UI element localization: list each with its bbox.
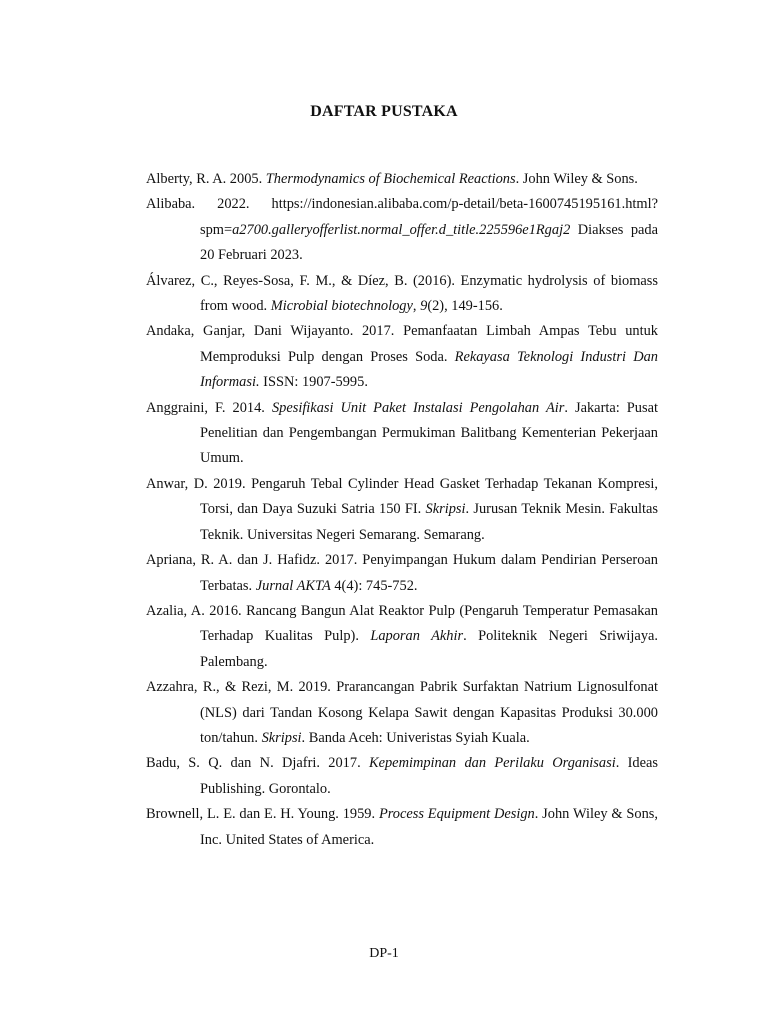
ref-text: Alibaba. 2022. https://indonesian.alibaba.com/p-detail/beta-1600745195161.html?spm=	[146, 196, 658, 238]
ref-italic: Rekayasa Teknologi Industri Dan Informasi.	[200, 348, 658, 391]
ref-text: Diakses pada 20 Februari 2023.	[200, 221, 658, 264]
ref-text: Álvarez, C., Reyes-Sosa, F. M., & Díez, B. (2016). Enzymatic hydrolysis of biomass from wood.	[146, 272, 658, 315]
ref-text: . Jakarta: Pusat Penelitian dan Pengembangan Permukiman Balitbang Kementerian Pekerjaan Umum.	[200, 399, 658, 467]
ref-text: Apriana, R. A. dan J. Hafidz. 2017. Penyimpangan Hukum dalam Pendirian Perseroan Terbatas.	[146, 552, 658, 594]
ref-text: Badu, S. Q. dan N. Djafri. 2017.	[146, 755, 369, 772]
reference-alvarez	[146, 269, 658, 320]
ref-text: . John Wiley & Sons, Inc. United States of America.	[200, 806, 658, 848]
reference-azzahra	[146, 675, 658, 751]
reference-alberty	[146, 167, 658, 192]
ref-italic: 9	[420, 298, 428, 315]
ref-text: 4(4): 745-752.	[330, 577, 418, 594]
ref-text: Azalia, A. 2016. Rancang Bangun Alat Reaktor Pulp (Pengaruh Temperatur Pemasakan Terhadap Kualitas Pulp).	[146, 602, 658, 645]
reference-alibaba	[146, 192, 658, 268]
ref-italic: Spesifikasi Unit Paket Instalasi Pengolahan Air	[271, 399, 565, 416]
reference-azalia	[146, 599, 658, 675]
ref-italic: Skripsi	[425, 501, 466, 518]
ref-text: . Banda Aceh: Univeristas Syiah Kuala.	[301, 729, 530, 746]
ref-italic: Laporan Akhir	[370, 628, 464, 645]
page-number: DP-1	[369, 946, 399, 961]
reference-anggraini	[146, 396, 658, 472]
ref-italic: a2700.galleryofferlist.normal_offer.d_title.225596e1Rgaj2	[232, 221, 571, 238]
ref-text: Azzahra, R., & Rezi, M. 2019. Prarancangan Pabrik Surfaktan Natrium Lignosulfonat (NLS) dari Tandan Kosong Kelapa Sawit dengan Kapasitas Produksi 30.000 ton/tahun.	[146, 679, 658, 746]
ref-italic: Jurnal AKTA	[255, 577, 331, 594]
ref-italic: Skripsi	[261, 729, 302, 746]
reference-brownell	[146, 802, 658, 853]
ref-text: . Ideas Publishing. Gorontalo.	[200, 755, 658, 797]
reference-andaka	[146, 319, 658, 395]
ref-text: Brownell, L. E. dan E. H. Young. 1959.	[146, 806, 379, 823]
ref-text: (2), 149-156.	[427, 298, 503, 315]
reference-anwar	[146, 472, 658, 548]
ref-text: . Jurusan Teknik Mesin. Fakultas Teknik. Universitas Negeri Semarang. Semarang.	[200, 501, 658, 543]
ref-text: Anggraini, F. 2014.	[146, 399, 272, 416]
ref-text: ISSN: 1907-5995.	[259, 374, 368, 391]
ref-text: Alberty, R. A. 2005.	[146, 171, 266, 187]
reference-list	[146, 167, 658, 853]
ref-italic: Microbial biotechnology	[270, 298, 413, 315]
reference-badu	[146, 751, 658, 802]
page-title: DAFTAR PUSTAKA	[310, 103, 458, 120]
ref-text: Andaka, Ganjar, Dani Wijayanto. 2017. Pemanfaatan Limbah Ampas Tebu untuk Memproduksi Pulp dengan Proses Soda.	[146, 323, 658, 365]
ref-text: . Politeknik Negeri Sriwijaya. Palembang.	[200, 628, 658, 670]
ref-italic: Process Equipment Design	[378, 806, 535, 823]
ref-italic: Thermodynamics of Biochemical Reactions	[265, 171, 516, 187]
ref-italic: Kepemimpinan dan Perilaku Organisasi	[369, 755, 616, 772]
reference-apriana	[146, 548, 658, 599]
ref-text: . John Wiley & Sons.	[515, 171, 638, 187]
ref-text: ,	[412, 298, 421, 315]
ref-text: Anwar, D. 2019. Pengaruh Tebal Cylinder Head Gasket Terhadap Tekanan Kompresi, Torsi, dan Daya Suzuki Satria 150 FI.	[146, 475, 658, 518]
